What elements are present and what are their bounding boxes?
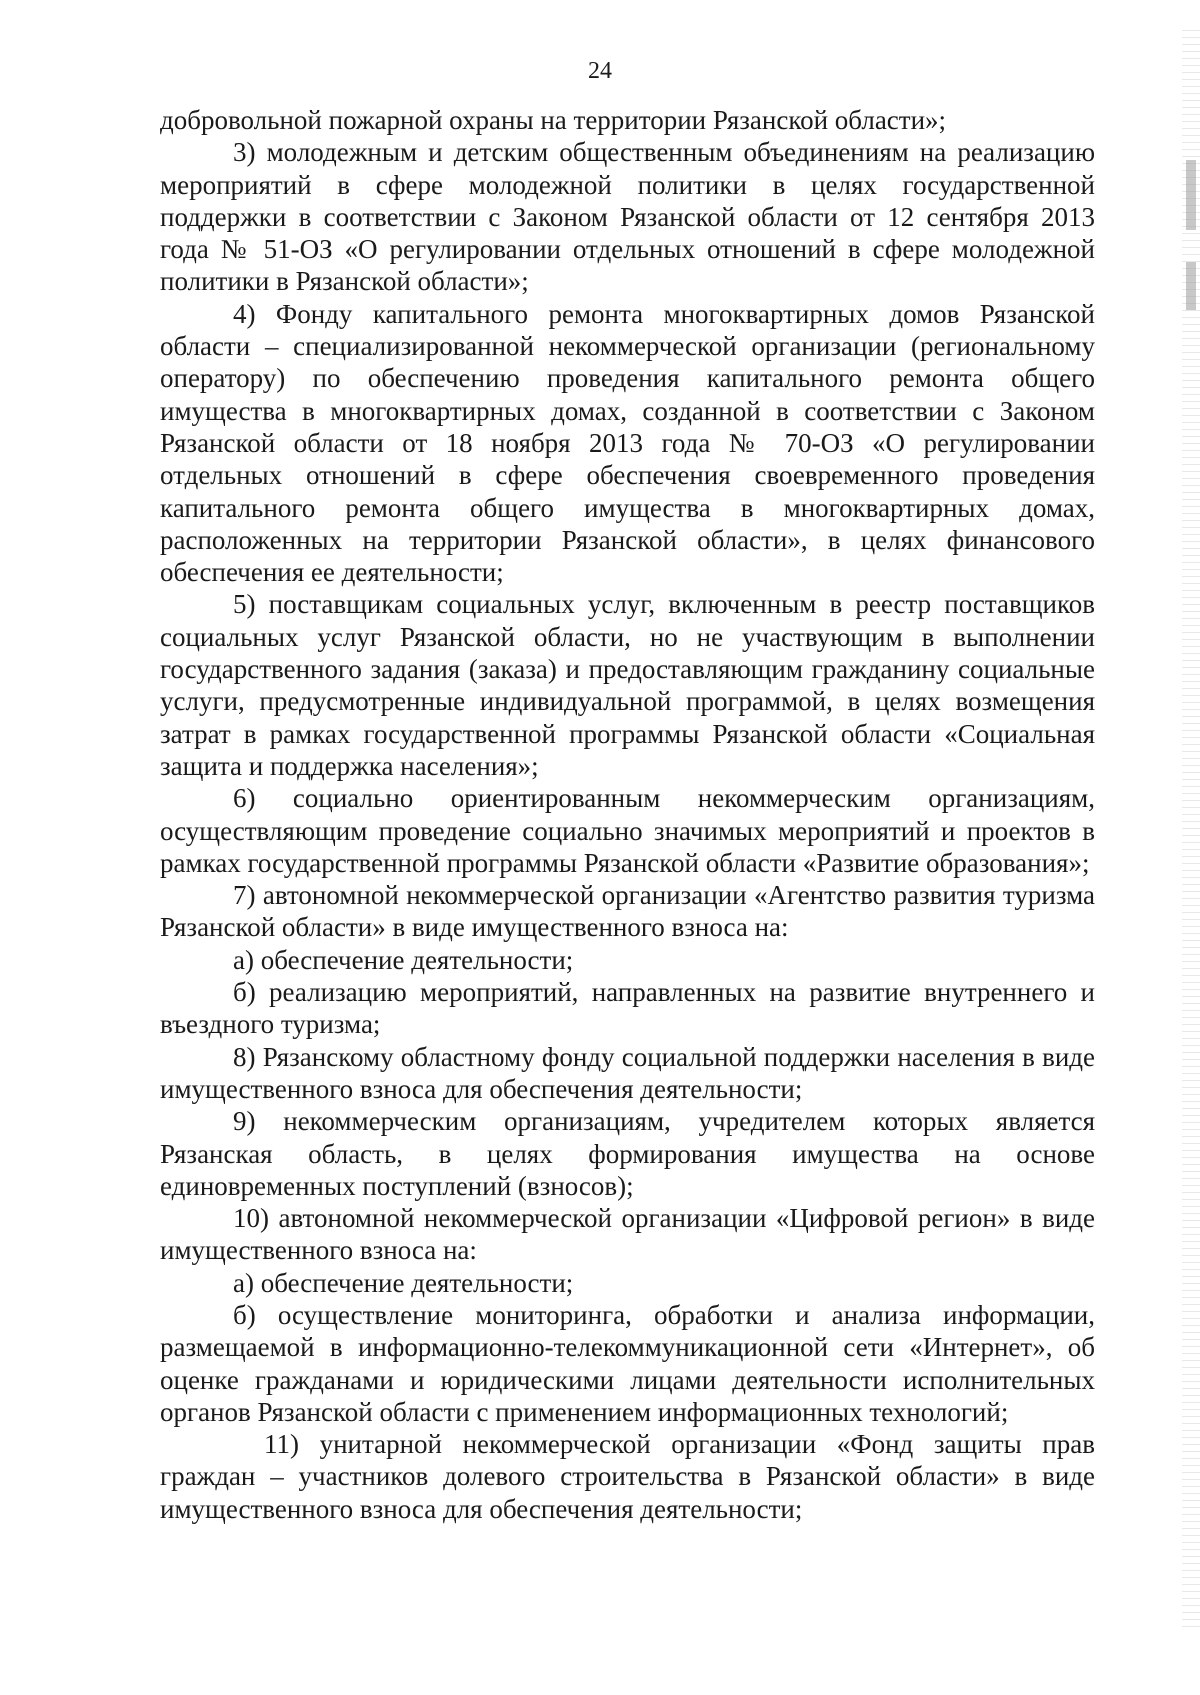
- paragraph-item-3: 3) молодежным и детским общественным объединениям на реализацию мероприятий в сфере молодежной политики в целях государственной поддержки в соответствии с Законом Рязанской области от 12 сентября 2013 года № 51-ОЗ «О регулировании отдельных отношений в сфере молодежной политики в Рязанской области»;: [160, 137, 1095, 297]
- paragraph-continuation: добровольной пожарной охраны на территории Рязанской области»;: [160, 105, 947, 135]
- paragraph-item-11: 11) унитарной некоммерческой организации «Фонд защиты прав граждан – участников долевого строительства в Рязанской области» в виде имущественного взноса для обеспечения деятельности;: [160, 1429, 1095, 1524]
- paragraph-item-7: 7) автономной некоммерческой организации «Агентство развития туризма Рязанской области» в виде имущественного взноса на:: [160, 880, 1095, 943]
- scan-edge-mark: [1186, 262, 1196, 310]
- paragraph-item-5: 5) поставщикам социальных услуг, включенным в реестр поставщиков социальных услуг Рязанской области, но не участвующим в выполнении государственного задания (заказа) и предоставляющим гражданину социальные услуги, предусмотренные индивидуальной программой, в целях возмещения затрат в рамках государственной программы Рязанской области «Социальная защита и поддержка населения»;: [160, 589, 1095, 781]
- page-number: 24: [588, 58, 612, 84]
- paragraph-item-10: 10) автономной некоммерческой организации «Цифровой регион» в виде имущественного взноса на:: [160, 1203, 1095, 1266]
- scan-edge-mark: [1186, 160, 1196, 230]
- paragraph-item-7a: а) обеспечение деятельности;: [233, 944, 574, 975]
- document-body: [160, 104, 1095, 1525]
- paragraph-item-8: 8) Рязанскому областному фонду социальной поддержки населения в виде имущественного взноса для обеспечения деятельности;: [160, 1041, 1095, 1104]
- paragraph-item-4: 4) Фонду капитального ремонта многоквартирных домов Рязанской области – специализированной некоммерческой организации (региональному оператору) по обеспечению проведения капитального ремонта общего имущества в многоквартирных домах, созданной в соответствии с Законом Рязанской области от 18 ноября 2013 года № 70-ОЗ «О регулировании отдельных отношений в сфере обеспечения своевременного проведения капитального ремонта общего имущества в многоквартирных домах, расположенных на территории Рязанской области», в целях финансового обеспечения ее деятельности;: [160, 298, 1095, 588]
- paragraph-item-10b: б) осуществление мониторинга, обработки и анализа информации, размещаемой в информационно-телекоммуникационной сети «Интернет», об оценке гражданами и юридическими лицами деятельности исполнительных органов Рязанской области с применением информационных технологий;: [160, 1299, 1095, 1427]
- paragraph-item-7b: б) реализацию мероприятий, направленных на развитие внутреннего и въездного туризма;: [160, 977, 1095, 1040]
- paragraph-item-6: 6) социально ориентированным некоммерческим организациям, осуществляющим проведение социально значимых мероприятий и проектов в рамках государственной программы Рязанской области «Развитие образования»;: [160, 783, 1095, 878]
- paragraph-item-9: 9) некоммерческим организациям, учредителем которых является Рязанская область, в целях формирования имущества на основе единовременных поступлений (взносов);: [160, 1106, 1095, 1201]
- paragraph-item-10a: а) обеспечение деятельности;: [233, 1267, 574, 1298]
